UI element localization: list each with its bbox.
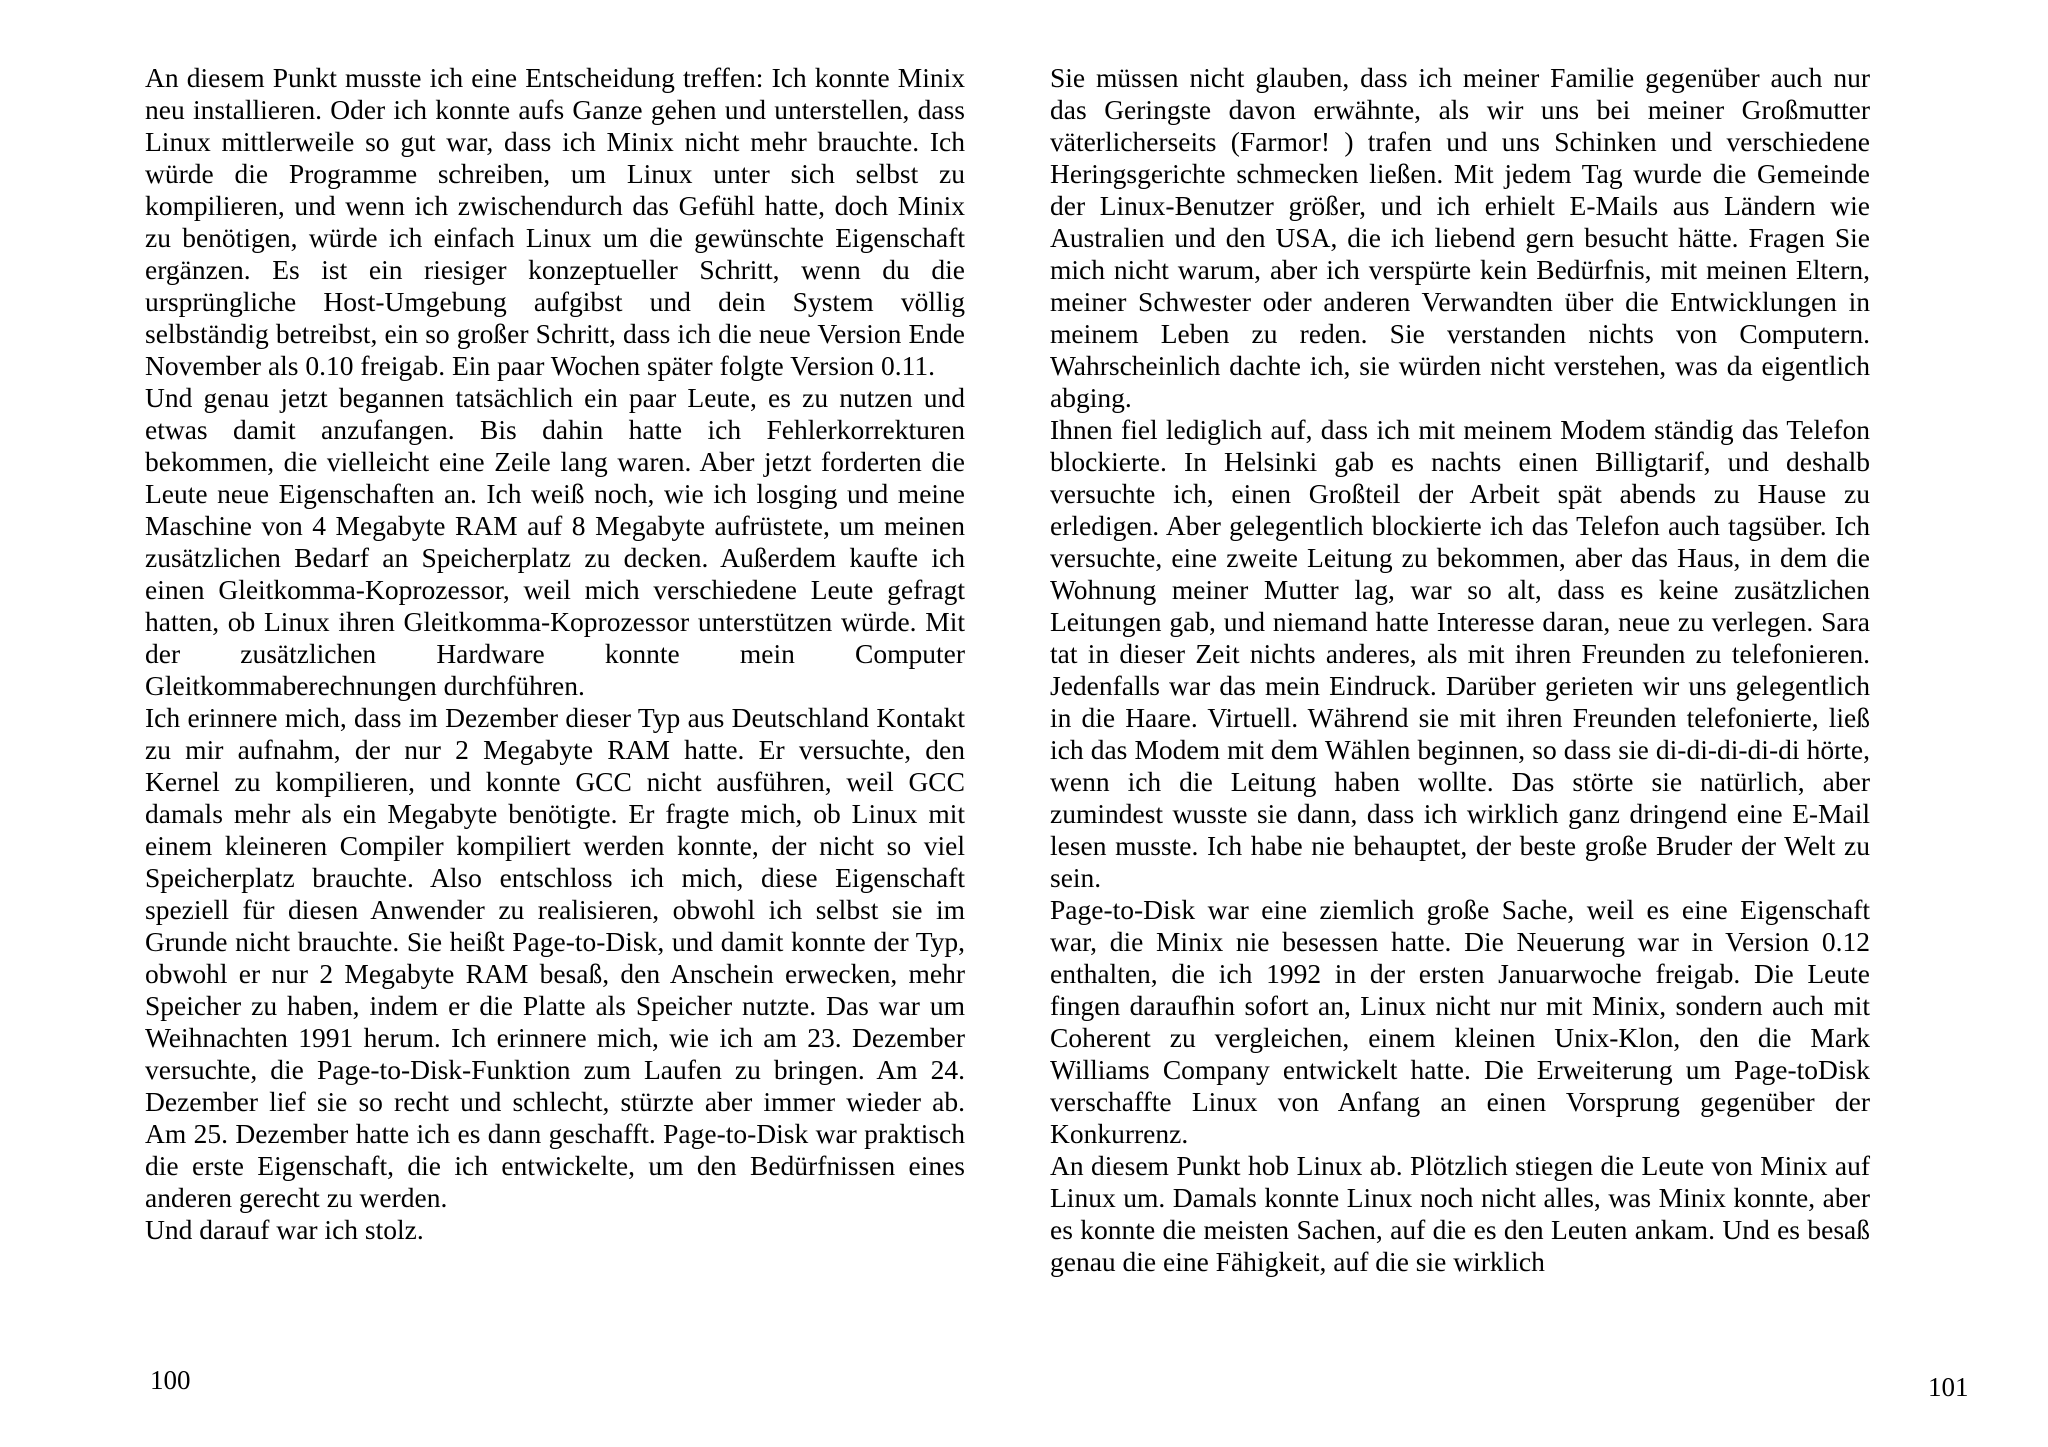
right-page-text	[1050, 62, 1870, 1278]
left-paragraph-1: An diesem Punkt musste ich eine Entscheidung treffen: Ich konnte Minix neu installieren. Oder ich konnte aufs Ganze gehen und unterstellen, dass Linux mittlerweile so gut war, dass ich Minix nicht mehr brauchte. Ich würde die Programme schreiben, um Linux unter sich selbst zu kompilieren, und wenn ich zwischendurch das Gefühl hatte, doch Minix zu benötigen, würde ich einfach Linux um die gewünschte Eigenschaft ergänzen. Es ist ein riesiger konzeptueller Schritt, wenn du die ursprüngliche Host-Umgebung aufgibst und dein System völlig selbständig betreibst, ein so großer Schritt, dass ich die neue Version Ende November als 0.10 freigab. Ein paar Wochen später folgte Version 0.11.	[145, 62, 965, 381]
left-page-text	[145, 62, 965, 1246]
left-paragraph-4: Und darauf war ich stolz.	[145, 1214, 424, 1245]
right-paragraph-2: Ihnen fiel lediglich auf, dass ich mit meinem Modem ständig das Telefon blockierte. In Helsinki gab es nachts einen Billigtarif, und deshalb versuchte ich, einen Großteil der Arbeit spät abends zu Hause zu erledigen. Aber gelegentlich blockierte ich das Telefon auch tagsüber. Ich versuchte, eine zweite Leitung zu bekommen, aber das Haus, in dem die Wohnung meiner Mutter lag, war so alt, dass es keine zusätzlichen Leitungen gab, und niemand hatte Interesse daran, neue zu verlegen. Sara tat in dieser Zeit nichts anderes, als mit ihren Freunden zu telefonieren. Jedenfalls war das mein Eindruck. Darüber gerieten wir uns gelegentlich in die Haare. Virtuell. Während sie mit ihren Freunden telefonierte, ließ ich das Modem mit dem Wählen beginnen, so dass sie di-di-di-di-di hörte, wenn ich die Leitung haben wollte. Das störte sie natürlich, aber zumindest wusste sie dann, dass ich wirklich ganz dringend eine E-Mail lesen musste. Ich habe nie behauptet, der beste große Bruder der Welt zu sein.	[1050, 414, 1870, 893]
right-paragraph-1: Sie müssen nicht glauben, dass ich meiner Familie gegenüber auch nur das Geringste davon erwähnte, als wir uns bei meiner Großmutter väterlicherseits (Farmor! ) trafen und uns Schinken und verschiedene Heringsgerichte schmecken ließen. Mit jedem Tag wurde die Gemeinde der Linux-Benutzer größer, und ich erhielt E-Mails aus Ländern wie Australien und den USA, die ich liebend gern besucht hätte. Fragen Sie mich nicht warum, aber ich verspürte kein Bedürfnis, mit meinen Eltern, meiner Schwester oder anderen Verwandten über die Entwicklungen in meinem Leben zu reden. Sie verstanden nichts von Computern. Wahrscheinlich dachte ich, sie würden nicht verstehen, was da eigentlich abging.	[1050, 62, 1870, 413]
left-page-number: 100	[150, 1365, 191, 1395]
left-paragraph-2: Und genau jetzt begannen tatsächlich ein paar Leute, es zu nutzen und etwas damit anzufangen. Bis dahin hatte ich Fehlerkorrekturen bekommen, die vielleicht eine Zeile lang waren. Aber jetzt forderten die Leute neue Eigenschaften an. Ich weiß noch, wie ich losging und meine Maschine von 4 Megabyte RAM auf 8 Megabyte aufrüstete, um meinen zusätzlichen Bedarf an Speicherplatz zu decken. Außerdem kaufte ich einen Gleitkomma-Koprozessor, weil mich verschiedene Leute gefragt hatten, ob Linux ihren Gleitkomma-Koprozessor unterstützen würde. Mit der zusätzlichen Hardware konnte mein Computer Gleitkommaberechnungen durchführen.	[145, 382, 965, 701]
right-paragraph-3: Page-to-Disk war eine ziemlich große Sache, weil es eine Eigenschaft war, die Minix nie besessen hatte. Die Neuerung war in Version 0.12 enthalten, die ich 1992 in der ersten Januarwoche freigab. Die Leute fingen daraufhin sofort an, Linux nicht nur mit Minix, sondern auch mit Coherent zu vergleichen, einem kleinen Unix-Klon, den die Mark Williams Company entwickelt hatte. Die Erweiterung um Page-toDisk verschaffte Linux von Anfang an einen Vorsprung gegenüber der Konkurrenz.	[1050, 894, 1870, 1149]
left-paragraph-3: Ich erinnere mich, dass im Dezember dieser Typ aus Deutschland Kontakt zu mir aufnahm, der nur 2 Megabyte RAM hatte. Er versuchte, den Kernel zu kompilieren, und konnte GCC nicht ausführen, weil GCC damals mehr als ein Megabyte benötigte. Er fragte mich, ob Linux mit einem kleineren Compiler kompiliert werden konnte, der nicht so viel Speicherplatz brauchte. Also entschloss ich mich, diese Eigenschaft speziell für diesen Anwender zu realisieren, obwohl ich selbst sie im Grunde nicht brauchte. Sie heißt Page-to-Disk, und damit konnte der Typ, obwohl er nur 2 Megabyte RAM besaß, den Anschein erwecken, mehr Speicher zu haben, indem er die Platte als Speicher nutzte. Das war um Weihnachten 1991 herum. Ich erinnere mich, wie ich am 23. Dezember versuchte, die Page-to-Disk-Funktion zum Laufen zu bringen. Am 24. Dezember lief sie so recht und schlecht, stürzte aber immer wieder ab. Am 25. Dezember hatte ich es dann geschafft. Page-to-Disk war praktisch die erste Eigenschaft, die ich entwickelte, um den Bedürfnissen eines anderen gerecht zu werden.	[145, 702, 965, 1213]
right-page-number: 101	[1928, 1372, 1969, 1402]
right-paragraph-4: An diesem Punkt hob Linux ab. Plötzlich stiegen die Leute von Minix auf Linux um. Damals konnte Linux noch nicht alles, was Minix konnte, aber es konnte die meisten Sachen, auf die es den Leuten ankam. Und es besaß genau die eine Fähigkeit, auf die sie wirklich	[1050, 1150, 1870, 1277]
